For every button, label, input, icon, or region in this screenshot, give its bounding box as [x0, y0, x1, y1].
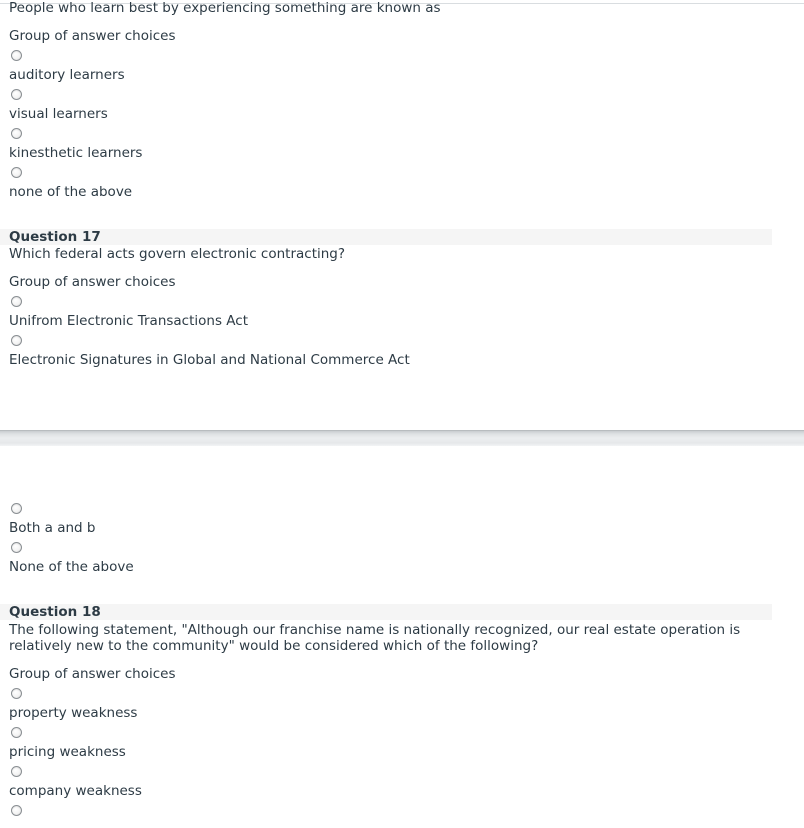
q18-prompt: The following statement, "Although our franchise name is nationally recognized, our real estate operation is relatively new to the community" would be considered which of the following?	[9, 622, 741, 654]
q17-choice-2-label: Electronic Signatures in Global and National Commerce Act	[9, 352, 410, 368]
q16-group-label: Group of answer choices	[9, 28, 176, 44]
q17-choice-4-radio[interactable]	[11, 542, 22, 553]
q18-choice-1-radio[interactable]	[11, 688, 22, 699]
q17-header	[0, 229, 772, 245]
q16-choice-4-label: none of the above	[9, 184, 133, 200]
q16-choice-1-radio[interactable]	[11, 50, 22, 61]
q16-prompt: People who learn best by experiencing something are known as	[9, 0, 441, 16]
q17-group-label: Group of answer choices	[9, 274, 176, 290]
q17-choice-3-label: Both a and b	[9, 520, 96, 536]
q16-choice-3-label: kinesthetic learners	[9, 145, 143, 161]
q17-choice-2-radio[interactable]	[11, 335, 22, 346]
q16-choice-4-radio[interactable]	[11, 167, 22, 178]
q18-header	[0, 604, 772, 620]
q17-prompt: Which federal acts govern electronic contracting?	[9, 246, 346, 262]
q18-choice-4-radio[interactable]	[11, 805, 22, 816]
q18-choice-2-label: pricing weakness	[9, 744, 126, 760]
q18-header-title: Question 18	[9, 604, 101, 620]
q17-choice-4-label: None of the above	[9, 559, 134, 575]
q18-choice-3-radio[interactable]	[11, 766, 22, 777]
q16-choice-2-label: visual learners	[9, 106, 108, 122]
page-separator	[0, 430, 804, 446]
q18-choice-2-radio[interactable]	[11, 727, 22, 738]
q18-group-label: Group of answer choices	[9, 666, 176, 682]
q17-choice-1-radio[interactable]	[11, 296, 22, 307]
q17-choice-3-radio[interactable]	[11, 503, 22, 514]
q17-choice-1-label: Unifrom Electronic Transactions Act	[9, 313, 248, 329]
q16-choice-2-radio[interactable]	[11, 89, 22, 100]
q18-choice-3-label: company weakness	[9, 783, 142, 799]
q16-choice-1-label: auditory learners	[9, 67, 125, 83]
q16-choice-3-radio[interactable]	[11, 128, 22, 139]
q17-header-title: Question 17	[9, 229, 101, 245]
q18-choice-1-label: property weakness	[9, 705, 138, 721]
